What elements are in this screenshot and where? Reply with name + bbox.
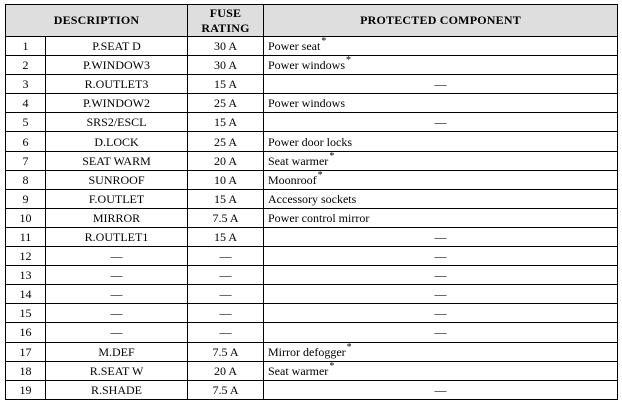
rating-cell: 7.5 A bbox=[188, 208, 264, 227]
component-cell: Power windows* bbox=[264, 56, 618, 75]
description-cell: R.SEAT W bbox=[46, 361, 188, 380]
row-number-cell: 15 bbox=[6, 304, 46, 323]
row-number-cell: 8 bbox=[6, 170, 46, 189]
component-cell: — bbox=[264, 247, 618, 266]
component-cell: Moonroof* bbox=[264, 170, 618, 189]
component-cell: Power seat* bbox=[264, 37, 618, 56]
component-cell: — bbox=[264, 285, 618, 304]
row-number-cell: 3 bbox=[6, 75, 46, 94]
row-number-cell: 16 bbox=[6, 323, 46, 342]
table-row bbox=[6, 361, 618, 380]
component-cell: Mirror defogger* bbox=[264, 342, 618, 361]
row-number-cell: 10 bbox=[6, 208, 46, 227]
table-row bbox=[6, 132, 618, 151]
row-number-cell: 5 bbox=[6, 113, 46, 132]
rating-cell: 15 A bbox=[188, 189, 264, 208]
table-row bbox=[6, 56, 618, 75]
asterisk-note: * bbox=[329, 151, 335, 162]
header-fuse-rating-line2: RATING bbox=[201, 20, 250, 35]
component-cell: — bbox=[264, 304, 618, 323]
rating-cell: — bbox=[188, 247, 264, 266]
asterisk-note: * bbox=[321, 36, 327, 48]
table-row bbox=[6, 247, 618, 266]
table-row bbox=[6, 113, 618, 132]
description-cell: SUNROOF bbox=[46, 170, 188, 189]
row-number-cell: 1 bbox=[6, 37, 46, 56]
table-row bbox=[6, 208, 618, 227]
description-cell: — bbox=[46, 323, 188, 342]
row-number-cell: 19 bbox=[6, 380, 46, 399]
rating-cell: 20 A bbox=[188, 151, 264, 170]
table-row bbox=[6, 75, 618, 94]
rating-cell: 30 A bbox=[188, 37, 264, 56]
row-number-cell: 6 bbox=[6, 132, 46, 151]
table-row bbox=[6, 266, 618, 285]
description-cell: P.WINDOW2 bbox=[46, 94, 188, 113]
header-row bbox=[6, 5, 618, 37]
rating-cell: 7.5 A bbox=[188, 380, 264, 399]
description-cell: R.OUTLET1 bbox=[46, 227, 188, 246]
description-cell: — bbox=[46, 266, 188, 285]
component-cell: Seat warmer* bbox=[264, 151, 618, 170]
description-cell: M.DEF bbox=[46, 342, 188, 361]
component-cell: — bbox=[264, 75, 618, 94]
rating-cell: 10 A bbox=[188, 170, 264, 189]
component-cell: — bbox=[264, 323, 618, 342]
row-number-cell: 14 bbox=[6, 285, 46, 304]
rating-cell: — bbox=[188, 266, 264, 285]
rating-cell: 30 A bbox=[188, 56, 264, 75]
row-number-cell: 13 bbox=[6, 266, 46, 285]
rating-cell: 15 A bbox=[188, 227, 264, 246]
description-cell: P.SEAT D bbox=[46, 37, 188, 56]
table-header bbox=[6, 5, 618, 37]
row-number-cell: 2 bbox=[6, 56, 46, 75]
description-cell: F.OUTLET bbox=[46, 189, 188, 208]
row-number-cell: 4 bbox=[6, 94, 46, 113]
table-row bbox=[6, 189, 618, 208]
description-cell: R.OUTLET3 bbox=[46, 75, 188, 94]
table-row bbox=[6, 380, 618, 399]
table-row bbox=[6, 304, 618, 323]
header-description: DESCRIPTION bbox=[6, 5, 188, 37]
description-cell: — bbox=[46, 285, 188, 304]
description-cell: D.LOCK bbox=[46, 132, 188, 151]
fuse-table bbox=[5, 4, 618, 400]
rating-cell: 7.5 A bbox=[188, 342, 264, 361]
row-number-cell: 18 bbox=[6, 361, 46, 380]
table-row bbox=[6, 37, 618, 56]
asterisk-note: * bbox=[329, 361, 335, 372]
asterisk-note: * bbox=[346, 55, 351, 67]
description-cell: MIRROR bbox=[46, 208, 188, 227]
rating-cell: 15 A bbox=[188, 75, 264, 94]
rating-cell: 25 A bbox=[188, 94, 264, 113]
header-protected-component: PROTECTED COMPONENT bbox=[264, 5, 618, 37]
rating-cell: — bbox=[188, 323, 264, 342]
rating-cell: 20 A bbox=[188, 361, 264, 380]
table-row bbox=[6, 342, 618, 361]
header-fuse-rating bbox=[188, 5, 264, 37]
asterisk-note: * bbox=[317, 170, 323, 181]
description-cell: SEAT WARM bbox=[46, 151, 188, 170]
table-row bbox=[6, 323, 618, 342]
row-number-cell: 12 bbox=[6, 247, 46, 266]
rating-cell: 25 A bbox=[188, 132, 264, 151]
component-cell: Power control mirror bbox=[264, 208, 618, 227]
asterisk-note: * bbox=[346, 342, 352, 353]
row-number-cell: 11 bbox=[6, 227, 46, 246]
description-cell: — bbox=[46, 304, 188, 323]
component-cell: Accessory sockets bbox=[264, 189, 618, 208]
rating-cell: — bbox=[188, 285, 264, 304]
component-cell: Power windows bbox=[264, 94, 618, 113]
table-row bbox=[6, 285, 618, 304]
rating-cell: 15 A bbox=[188, 113, 264, 132]
component-cell: Power door locks bbox=[264, 132, 618, 151]
component-cell: — bbox=[264, 227, 618, 246]
table-row bbox=[6, 94, 618, 113]
header-fuse-rating-line1: FUSE bbox=[209, 6, 242, 21]
description-cell: P.WINDOW3 bbox=[46, 56, 188, 75]
component-cell: — bbox=[264, 113, 618, 132]
component-cell: — bbox=[264, 380, 618, 399]
table-row bbox=[6, 170, 618, 189]
fuse-table-body bbox=[6, 37, 618, 400]
rating-cell: — bbox=[188, 304, 264, 323]
row-number-cell: 17 bbox=[6, 342, 46, 361]
table-row bbox=[6, 227, 618, 246]
description-cell: SRS2/ESCL bbox=[46, 113, 188, 132]
row-number-cell: 9 bbox=[6, 189, 46, 208]
table-row bbox=[6, 151, 618, 170]
description-cell: R.SHADE bbox=[46, 380, 188, 399]
description-cell: — bbox=[46, 247, 188, 266]
row-number-cell: 7 bbox=[6, 151, 46, 170]
component-cell: — bbox=[264, 266, 618, 285]
component-cell: Seat warmer* bbox=[264, 361, 618, 380]
